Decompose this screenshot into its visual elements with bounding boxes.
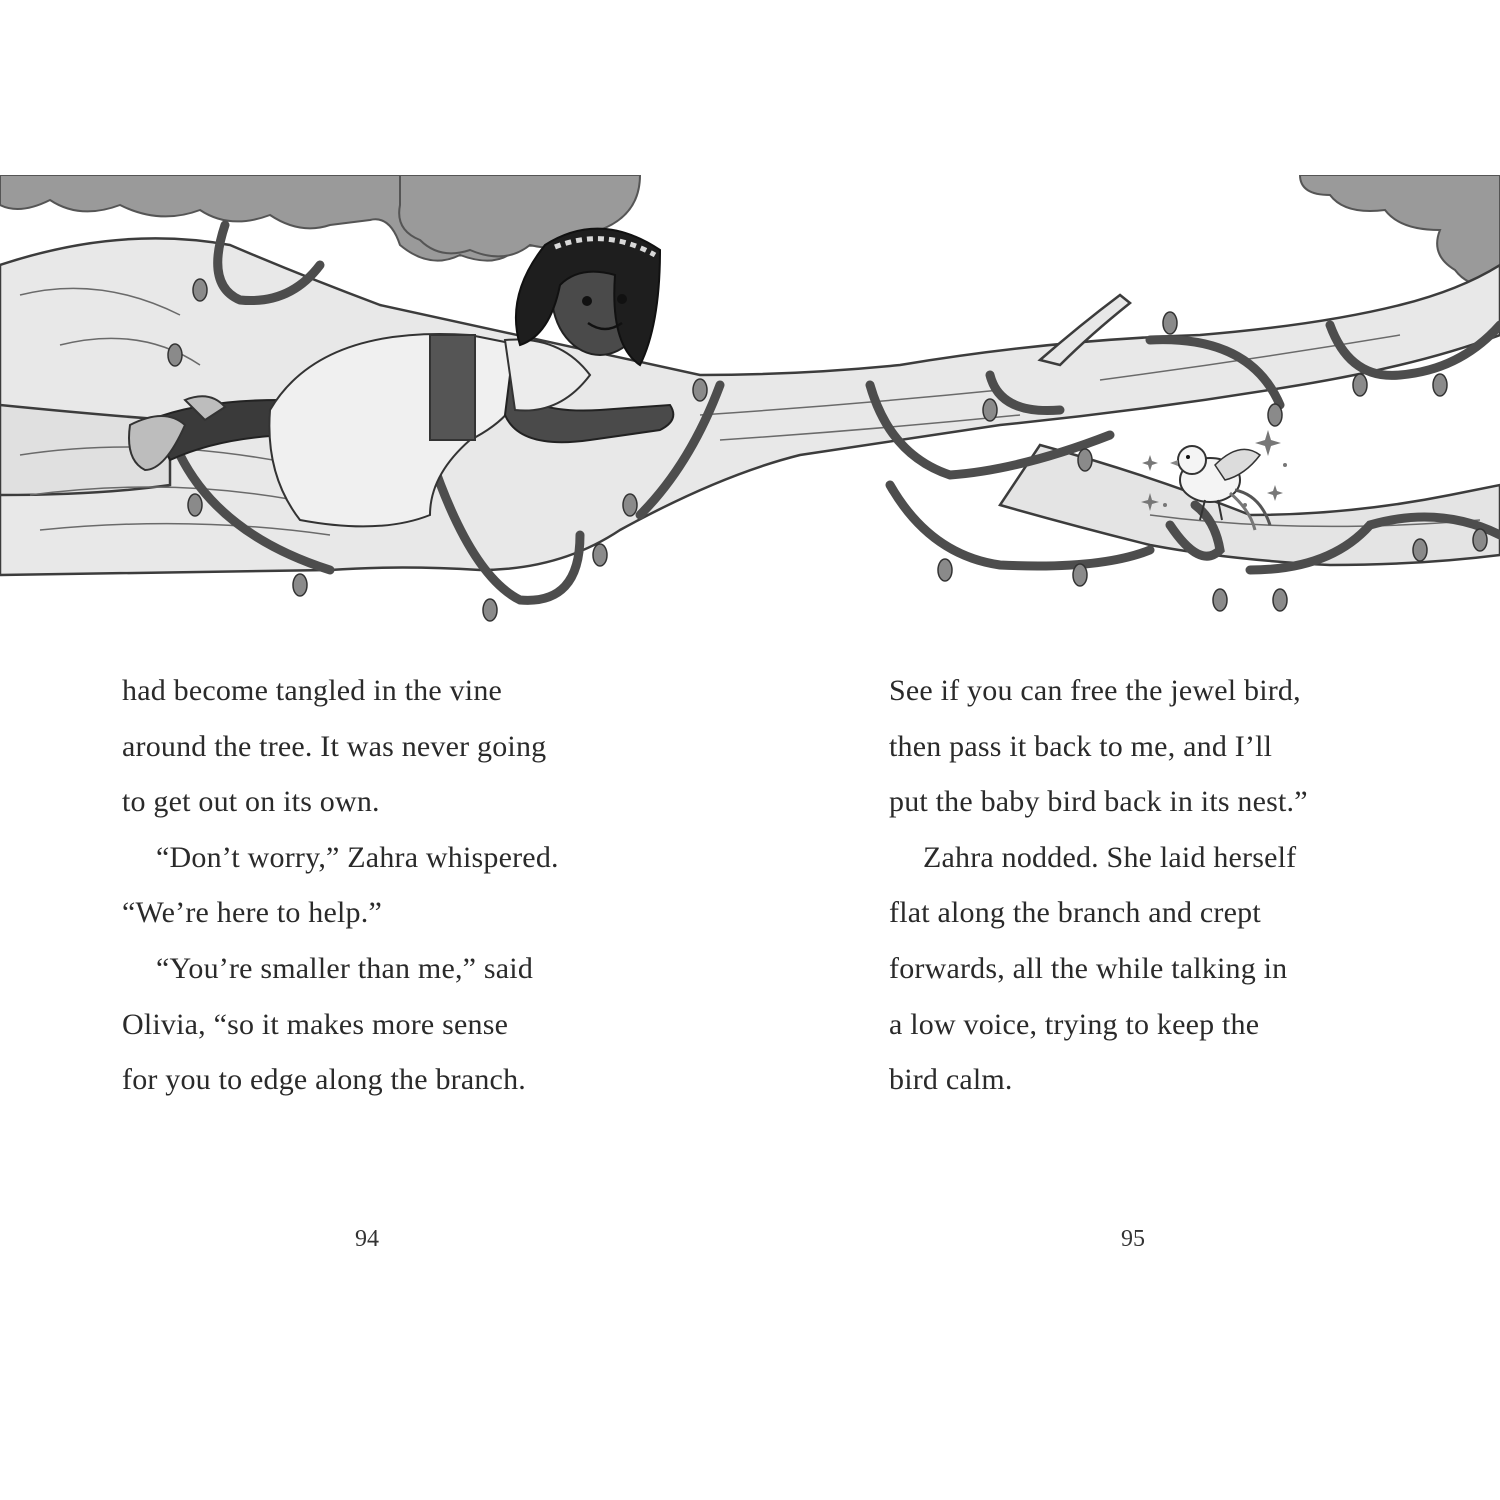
text-line: to get out on its own. [122, 785, 380, 819]
tree-branch-illustration [0, 175, 1500, 635]
text-line: “Don’t worry,” Zahra whispered. [156, 840, 559, 874]
text-line: Olivia, “so it makes more sense [122, 1007, 509, 1041]
page-number-right: 95 [1121, 1226, 1145, 1252]
page-number-left: 94 [355, 1226, 379, 1252]
text-line: forwards, all the while talking in [889, 951, 1288, 985]
text-line: for you to edge along the branch. [122, 1063, 526, 1097]
text-line: then pass it back to me, and I’ll [889, 729, 1273, 763]
text-line: a low voice, trying to keep the [889, 1007, 1260, 1041]
text-line: See if you can free the jewel bird, [889, 674, 1301, 707]
text-line: “We’re here to help.” [122, 896, 382, 930]
right-page-text [889, 663, 1409, 1108]
left-page-text [122, 663, 642, 1108]
text-line: Zahra nodded. She laid herself [923, 840, 1297, 874]
text-line: bird calm. [889, 1063, 1013, 1097]
text-line: flat along the branch and crept [889, 896, 1261, 930]
text-line: around the tree. It was never going [122, 729, 547, 763]
text-line: “You’re smaller than me,” said [156, 951, 534, 985]
text-line: put the baby bird back in its nest.” [889, 785, 1308, 819]
text-line: had become tangled in the vine [122, 674, 503, 707]
